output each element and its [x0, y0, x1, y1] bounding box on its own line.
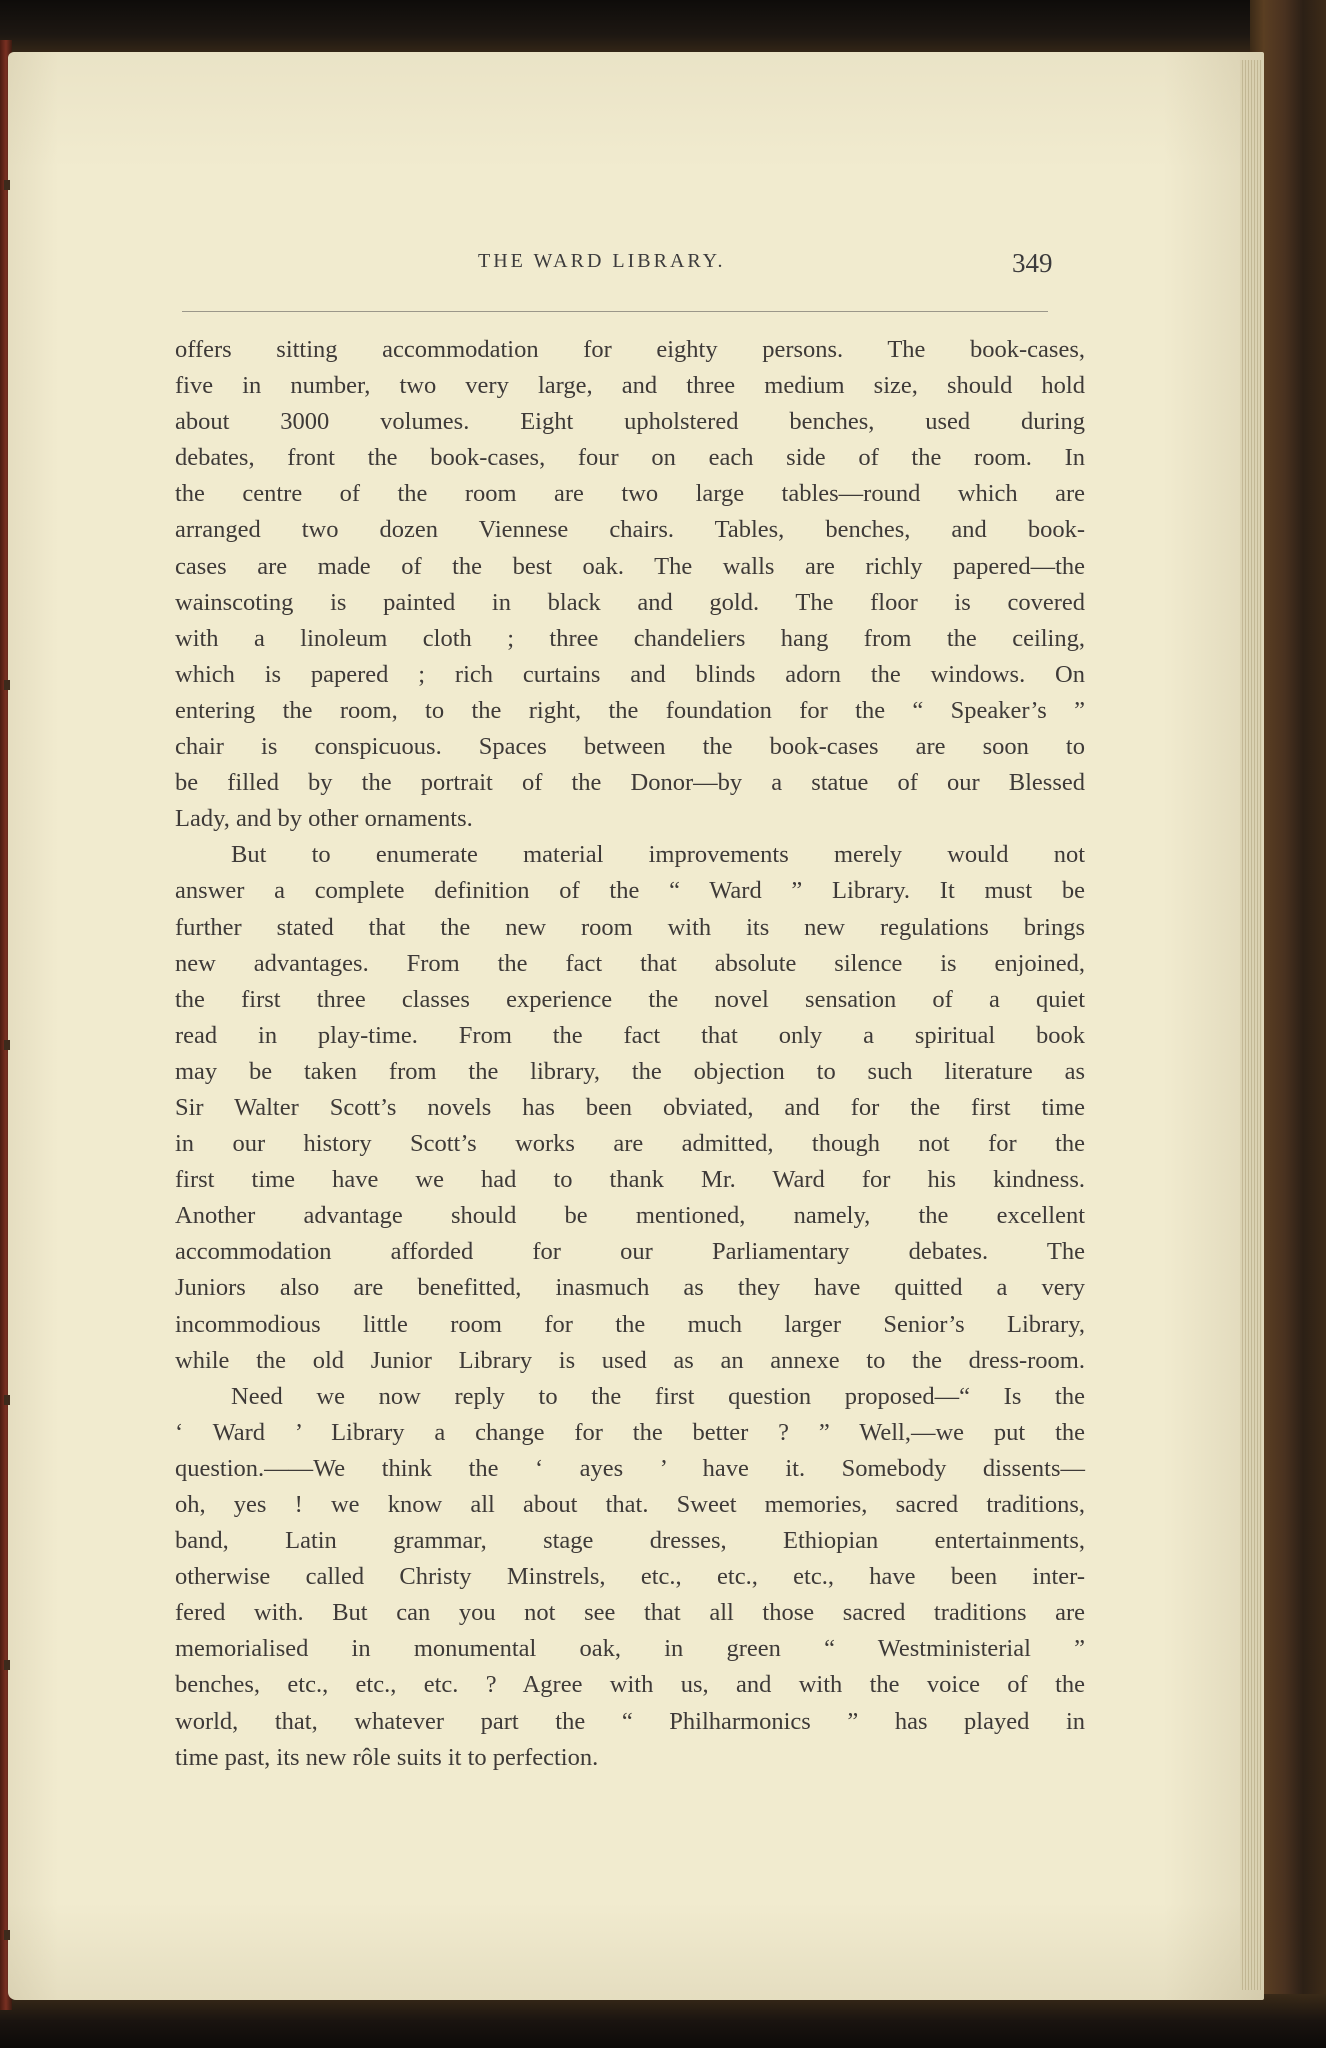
text-line: memorialised in monumental oak, in green “ Westministerial ”: [175, 1635, 1085, 1663]
text-line: accommodation afforded for our Parliamentary debates. The: [175, 1238, 1085, 1266]
paragraph-2: [175, 837, 1085, 1378]
binding-thread-mark: [4, 180, 10, 190]
text-line: offers sitting accommodation for eighty persons. The book-cases,: [175, 336, 1085, 363]
page-number: 349: [1012, 248, 1053, 278]
paragraph-1: [175, 332, 1085, 837]
text-line: read in play-time. From the fact that only a spiritual book: [175, 1021, 1085, 1049]
text-line: Sir Walter Scott’s novels has been obviated, and for the first time: [175, 1093, 1085, 1121]
text-line: otherwise called Christy Minstrels, etc., etc., etc., have been inter-: [175, 1563, 1085, 1591]
binding-thread-mark: [4, 1660, 10, 1670]
text-line: Juniors also are benefitted, inasmuch as they have quitted a very: [175, 1274, 1085, 1302]
text-line: further stated that the new room with its new regulations brings: [175, 913, 1085, 941]
text-line: be filled by the portrait of the Donor—by a statue of our Blessed: [175, 769, 1085, 797]
text-line: the first three classes experience the novel sensation of a quiet: [175, 985, 1085, 1013]
paragraph-3: [175, 1379, 1085, 1776]
text-line: fered with. But can you not see that all those sacred traditions are: [175, 1599, 1085, 1627]
text-line: question.——We think the ‘ ayes ’ have it. Somebody dissents—: [175, 1454, 1085, 1482]
text-line: debates, front the book-cases, four on each side of the room. In: [175, 444, 1085, 472]
header-rule: [182, 311, 1048, 312]
text-line: answer a complete definition of the “ Ward ” Library. It must be: [175, 877, 1085, 905]
text-line: the centre of the room are two large tables—round which are: [175, 480, 1085, 508]
text-line: wainscoting is painted in black and gold. The floor is covered: [175, 588, 1085, 616]
text-line: benches, etc., etc., etc. ? Agree with us, and with the voice of the: [175, 1671, 1085, 1699]
running-head: [300, 248, 1086, 288]
text-line: entering the room, to the right, the foundation for the “ Speaker’s ”: [175, 696, 1085, 724]
text-line: in our history Scott’s works are admitted, though not for the: [175, 1130, 1085, 1158]
text-line: Another advantage should be mentioned, namely, the excellent: [175, 1202, 1085, 1230]
text-line: new advantages. From the fact that absolute silence is enjoined,: [175, 949, 1085, 977]
book-cover-bottom: [0, 1994, 1326, 2048]
page-block-edges: [1240, 60, 1262, 1990]
binding-thread-mark: [4, 680, 10, 690]
text-line: ‘ Ward ’ Library a change for the better ? ” Well,—we put the: [175, 1418, 1085, 1446]
text-line: oh, yes ! we know all about that. Sweet memories, sacred traditions,: [175, 1491, 1085, 1518]
text-line: Need we now reply to the first question proposed—“ Is the: [231, 1382, 1085, 1410]
text-line: arranged two dozen Viennese chairs. Tables, benches, and book-: [175, 516, 1085, 544]
running-title: THE WARD LIBRARY.: [478, 250, 726, 272]
book-cover-top: [0, 0, 1326, 58]
text-line: may be taken from the library, the objection to such literature as: [175, 1057, 1085, 1085]
text-line: five in number, two very large, and three medium size, should hold: [175, 372, 1085, 400]
text-line: with a linoleum cloth ; three chandeliers hang from the ceiling,: [175, 624, 1085, 652]
binding-thread-mark: [4, 1395, 10, 1405]
body-text: [175, 332, 1085, 1776]
text-line: while the old Junior Library is used as an annexe to the dress-room.: [175, 1346, 1085, 1374]
binding-thread-mark: [4, 1930, 10, 1940]
text-line: time past, its new rôle suits it to perfection.: [175, 1743, 599, 1771]
text-line: band, Latin grammar, stage dresses, Ethiopian entertainments,: [175, 1527, 1085, 1555]
text-line: Lady, and by other ornaments.: [175, 805, 473, 833]
text-line: first time have we had to thank Mr. Ward for his kindness.: [175, 1166, 1085, 1194]
text-line: world, that, whatever part the “ Philharmonics ” has played in: [175, 1707, 1085, 1735]
binding-thread-mark: [4, 1040, 10, 1050]
text-line: about 3000 volumes. Eight upholstered benches, used during: [175, 408, 1085, 436]
text-line: incommodious little room for the much larger Senior’s Library,: [175, 1310, 1085, 1338]
text-line: But to enumerate material improvements merely would not: [231, 841, 1085, 869]
text-line: cases are made of the best oak. The walls are richly papered—the: [175, 552, 1085, 580]
text-line: chair is conspicuous. Spaces between the book-cases are soon to: [175, 733, 1085, 761]
text-line: which is papered ; rich curtains and blinds adorn the windows. On: [175, 660, 1085, 688]
